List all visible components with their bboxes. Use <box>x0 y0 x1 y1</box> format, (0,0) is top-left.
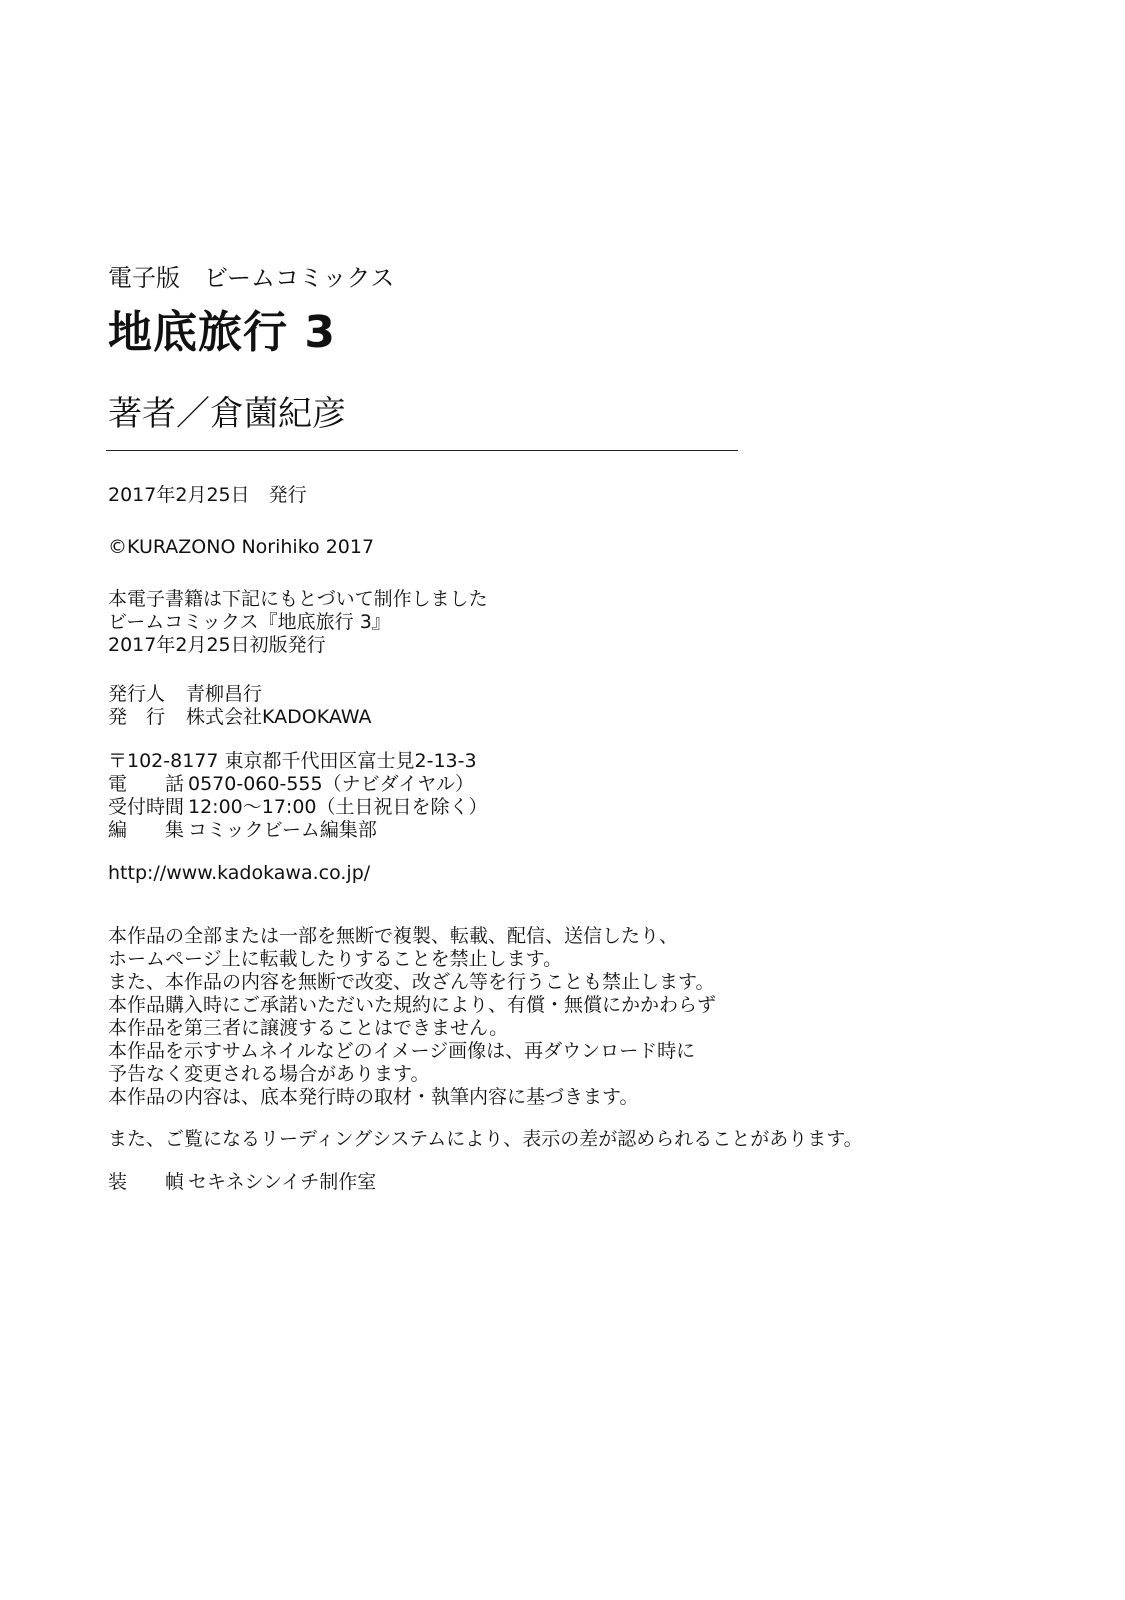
contact-value: 0570-060-555（ナビダイヤル） <box>188 773 475 795</box>
website-url[interactable]: http://www.kadokawa.co.jp/ <box>108 862 371 884</box>
contact-label: 編 集 <box>108 819 185 841</box>
notice-line: 予告なく変更される場合があります。 <box>108 1063 430 1085</box>
publisher-label: 発行人 <box>108 683 166 705</box>
source-note-line: ビームコミックス『地底旅行 3』 <box>108 611 391 633</box>
notice-line: 本作品の内容は、底本発行時の取材・執筆内容に基づきます。 <box>108 1086 639 1108</box>
copyright: ©KURAZONO Norihiko 2017 <box>108 536 375 558</box>
publisher-value: 株式会社KADOKAWA <box>186 706 372 728</box>
design-label: 装 幀 <box>108 1171 185 1193</box>
book-title: 地底旅行 3 <box>108 307 336 358</box>
notice-line: 本作品を第三者に譲渡することはできません。 <box>108 1017 509 1039</box>
publisher-info <box>108 683 372 729</box>
publisher-value: 青柳昌行 <box>186 683 263 705</box>
contact-value: コミックビーム編集部 <box>188 819 377 841</box>
source-note-line: 2017年2月25日初版発行 <box>108 634 326 656</box>
source-note-line: 本電子書籍は下記にもとづいて制作しました <box>108 588 488 610</box>
design-credit <box>108 1171 376 1194</box>
divider <box>106 450 738 451</box>
notice-line: 本作品を示すサムネイルなどのイメージ画像は、再ダウンロード時に <box>108 1040 696 1062</box>
design-value: セキネシンイチ制作室 <box>188 1171 377 1193</box>
publisher-row <box>108 706 372 729</box>
edition-label: 電子版 ビームコミックス <box>108 264 395 292</box>
contact-label: 電 話 <box>108 773 185 795</box>
publish-date: 2017年2月25日 発行 <box>108 484 307 506</box>
contact-row <box>108 819 488 842</box>
author-line: 著者／倉薗紀彦 <box>108 394 346 434</box>
notice-line: また、本作品の内容を無断で改変、改ざん等を行うことも禁止します。 <box>108 971 715 993</box>
publisher-row <box>108 683 372 706</box>
notice-line: 本作品購入時にご承諾いただいた規約により、有償・無償にかかわらず <box>108 994 717 1016</box>
contact-row <box>108 796 488 819</box>
source-note <box>108 588 488 657</box>
reading-system-note: また、ご覧になるリーディングシステムにより、表示の差が認められることがあります。 <box>108 1128 863 1150</box>
contact-label: 受付時間 <box>108 796 185 818</box>
notice-line: 本作品の全部または一部を無断で複製、転載、配信、送信したり、 <box>108 925 679 947</box>
publisher-label: 発 行 <box>108 706 166 728</box>
address: 〒102-8177 東京都千代田区富士見2-13-3 <box>108 750 477 772</box>
notice-line: ホームページ上に転載したりすることを禁止します。 <box>108 948 563 970</box>
legal-notices <box>108 925 716 1109</box>
contact-info <box>108 750 488 842</box>
contact-value: 12:00〜17:00（土日祝日を除く） <box>188 796 488 818</box>
contact-row <box>108 773 488 796</box>
